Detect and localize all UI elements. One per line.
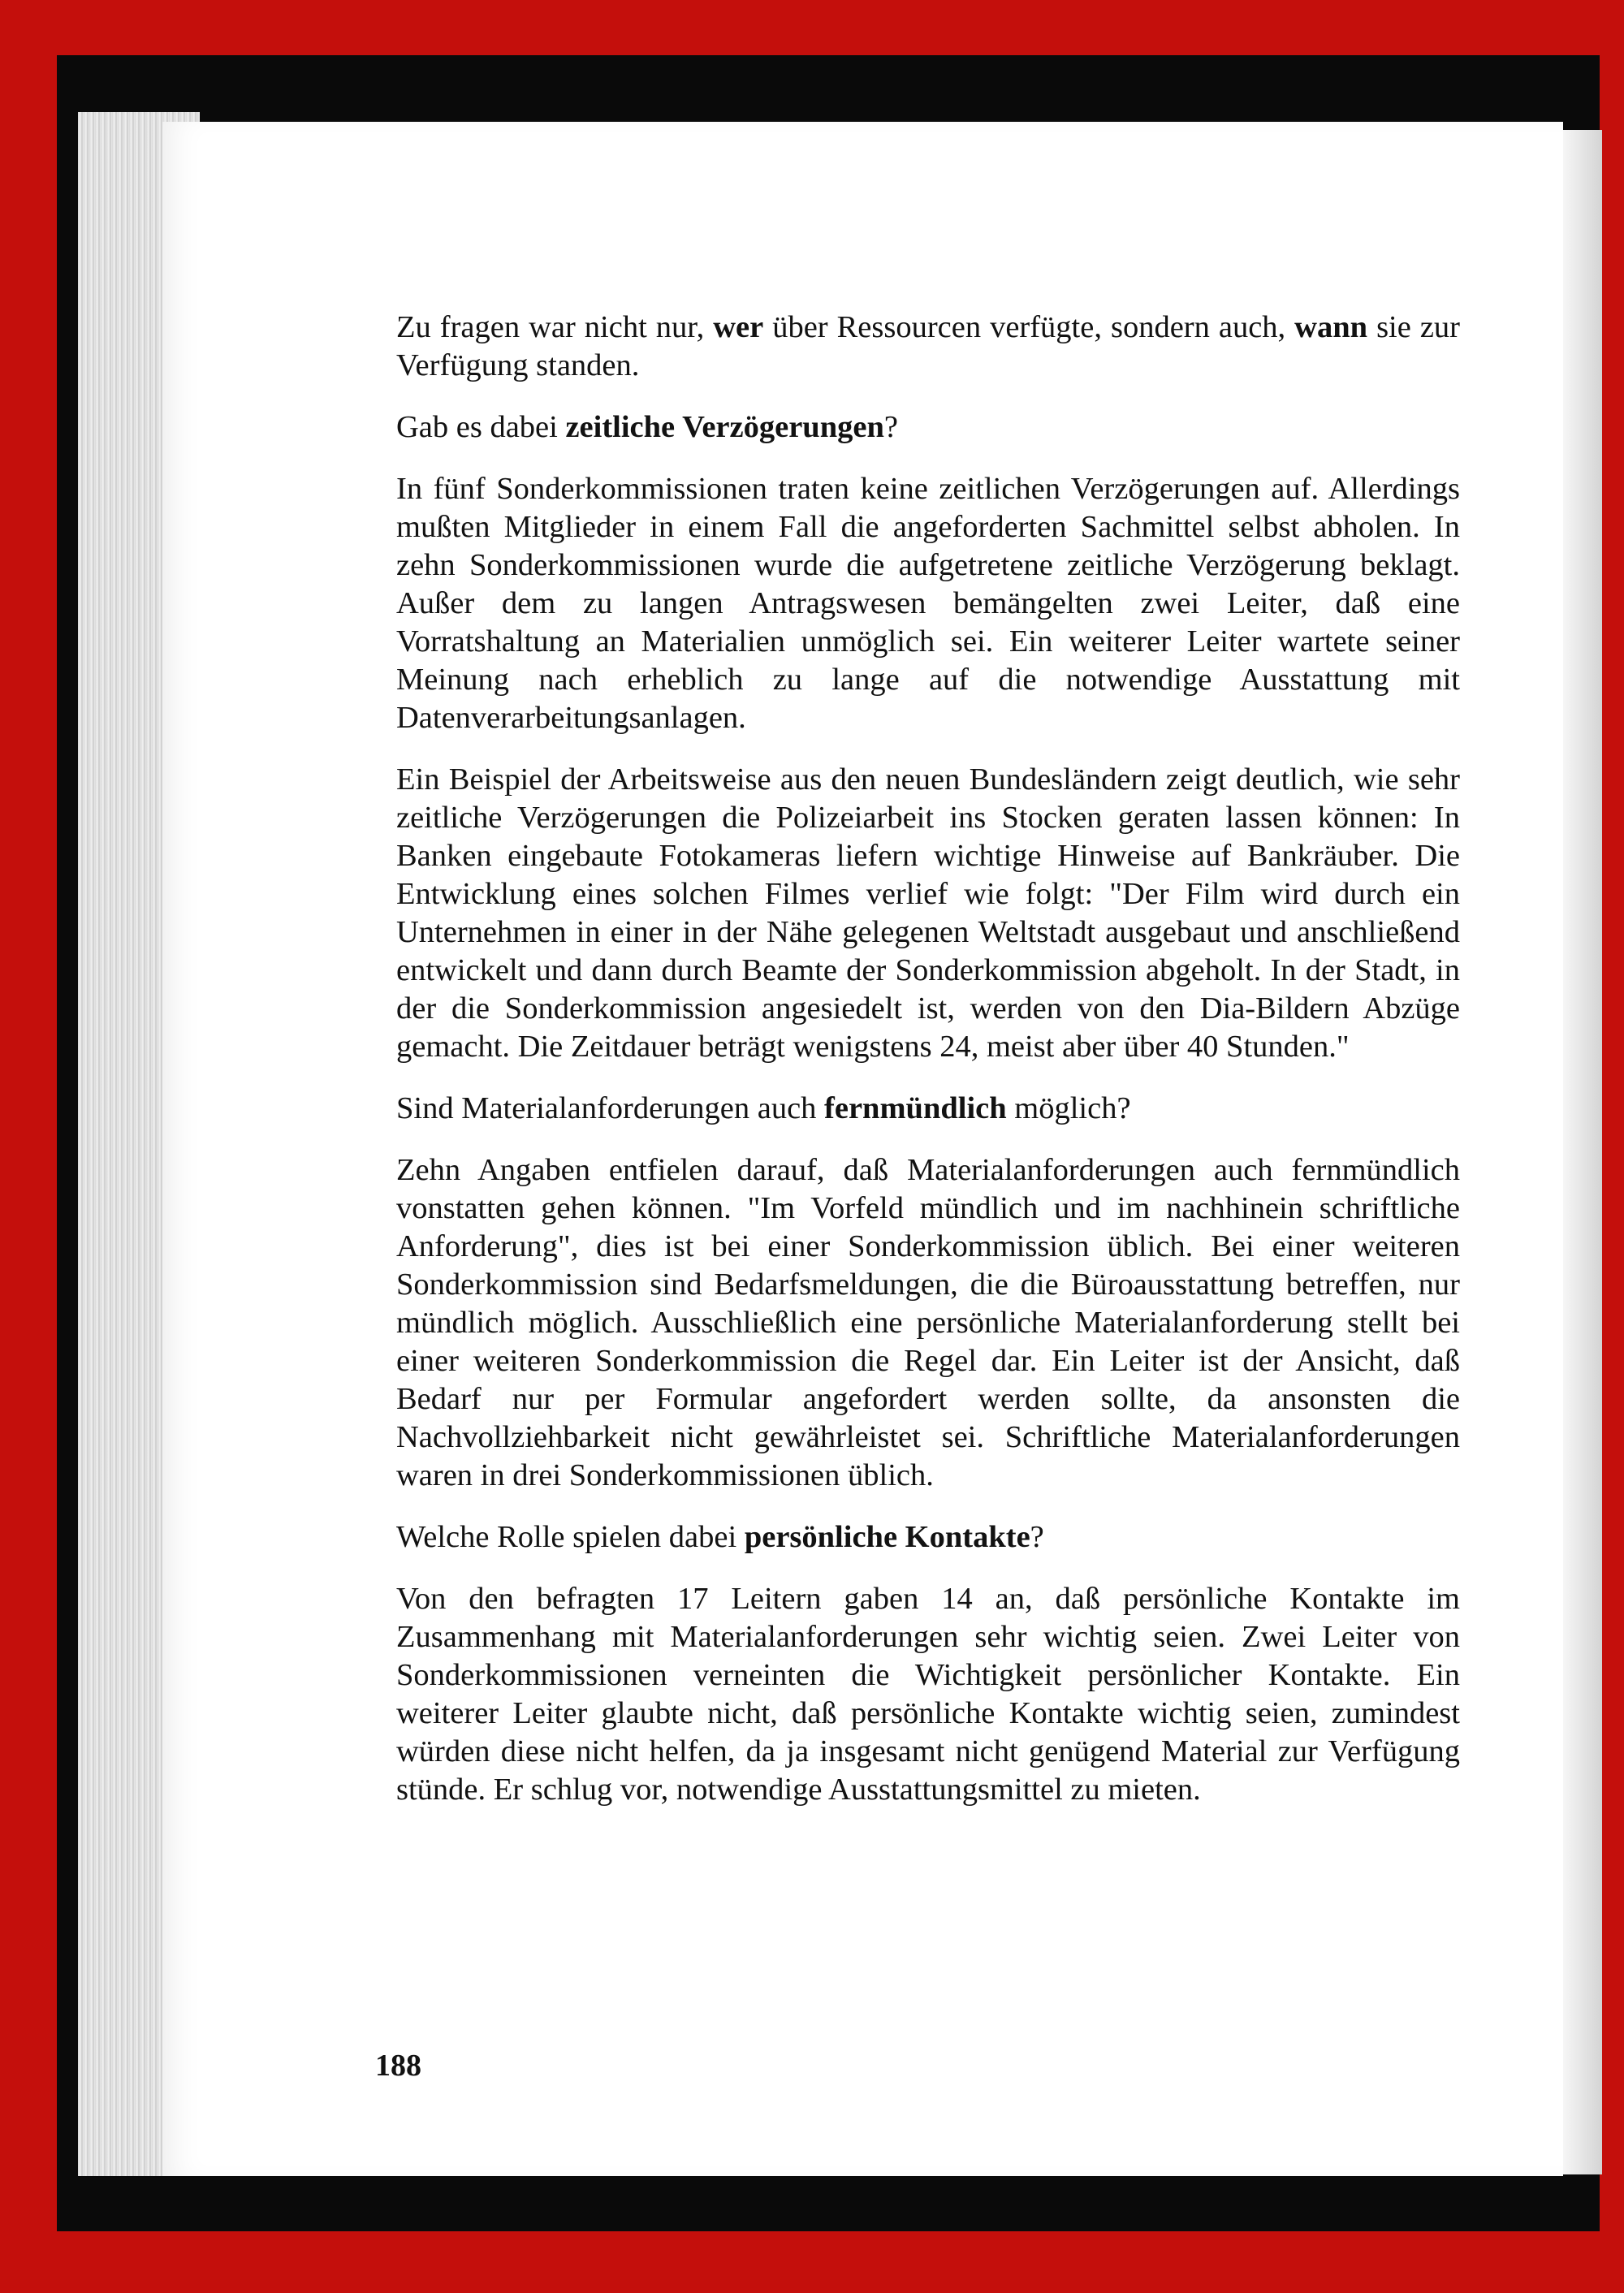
question-phone	[396, 1090, 1460, 1128]
bold-keyword: zeitliche Verzögerungen	[565, 410, 884, 444]
paragraph-delays	[396, 470, 1460, 737]
page-number: 188	[375, 2049, 421, 2083]
question-contacts	[396, 1518, 1460, 1557]
bold-keyword: wann	[1294, 310, 1368, 344]
text-run: ?	[1030, 1520, 1044, 1554]
page-right-edge	[1563, 130, 1602, 2174]
text-run: ?	[883, 410, 898, 444]
bold-keyword: fernmündlich	[824, 1091, 1007, 1125]
text-run: In fünf Sonderkommissionen traten keine zeitlichen Verzögerungen auf. Allerdings mußten Mitglieder in einem Fall die angeforderten Sachmittel selbst abholen. In zehn Sonderkommissionen wurde die aufgetretene zeitliche Verzögerung beklagt. Außer dem zu langen Antragswesen bemängelten zwei Leiter, daß eine Vorratshaltung an Materialien unmöglich sei. Ein weiterer Leiter wartete seiner Meinung nach erheblich zu lange auf die notwendige Ausstattung mit Datenverarbeitungsanlagen.	[396, 472, 1460, 735]
text-run: sie zur Verfügung standen.	[396, 310, 1460, 382]
text-run: Sind Materialanforderungen auch	[396, 1091, 825, 1125]
bold-keyword: wer	[713, 310, 764, 344]
paragraph-intro	[396, 309, 1460, 385]
text-run: Von den befragten 17 Leitern gaben 14 an, daß persönliche Kontakte im Zusammenhang mit Materialanforderungen sehr wichtig seien. Zwei Leiter von Sonderkommissionen verneinten die Wichtigkeit persönlicher Kontakte. Ein weiterer Leiter glaubte nicht, daß persönliche Kontakte wichtig seien, zumindest würden diese nicht helfen, da ja insgesamt nicht genügend Material zur Verfügung stünde. Er schlug vor, notwendige Ausstattungsmittel zu mieten.	[396, 1582, 1460, 1807]
paragraph-example	[396, 761, 1460, 1066]
text-run: Welche Rolle spielen dabei	[396, 1520, 745, 1554]
text-run: Gab es dabei	[396, 410, 566, 444]
text-run: Zu fragen war nicht nur,	[396, 310, 714, 344]
page-text	[396, 309, 1460, 1833]
text-run: Zehn Angaben entfielen darauf, daß Materialanforderungen auch fernmündlich vonstatten gehen können. "Im Vorfeld mündlich und im nachhinein schriftliche Anforderung", dies ist bei einer Sonderkommission üblich. Bei einer weiteren Sonderkommission sind Bedarfsmeldungen, die die Büroausstattung betreffen, nur mündlich möglich. Ausschließlich eine persönliche Materialanforderung stellt bei einer weiteren Sonderkommission die Regel dar. Ein Leiter ist der Ansicht, daß Bedarf nur per Formular angefordert werden sollte, da ansonsten die Nachvollziehbarkeit nicht gewährleistet sei. Schriftliche Materialanforderungen waren in drei Sonderkommissionen üblich.	[396, 1153, 1460, 1492]
text-run: Ein Beispiel der Arbeitsweise aus den neuen Bundesländern zeigt deutlich, wie sehr zeitliche Verzögerungen die Polizeiarbeit ins Stocken geraten lassen können: In Banken eingebaute Fotokameras liefern wichtige Hinweise auf Bankräuber. Die Entwicklung eines solchen Filmes verlief wie folgt: "Der Film wird durch ein Unternehmen in einer in der Nähe gelegenen Weltstadt ausgebaut und anschließend entwickelt und dann durch Beamte der Sonderkommission abgeholt. In der Stadt, in der die Sonderkommission angesiedelt ist, werden von den Dia-Bildern Abzüge gemacht. Die Zeitdauer beträgt wenigstens 24, meist aber über 40 Stunden."	[396, 762, 1460, 1064]
paragraph-phone	[396, 1151, 1460, 1495]
paragraph-contacts	[396, 1580, 1460, 1809]
text-run: möglich?	[1006, 1091, 1131, 1125]
text-run: über Ressourcen verfügte, sondern auch,	[763, 310, 1295, 344]
bold-keyword: persönliche Kontakte	[744, 1520, 1030, 1554]
question-delays	[396, 408, 1460, 447]
